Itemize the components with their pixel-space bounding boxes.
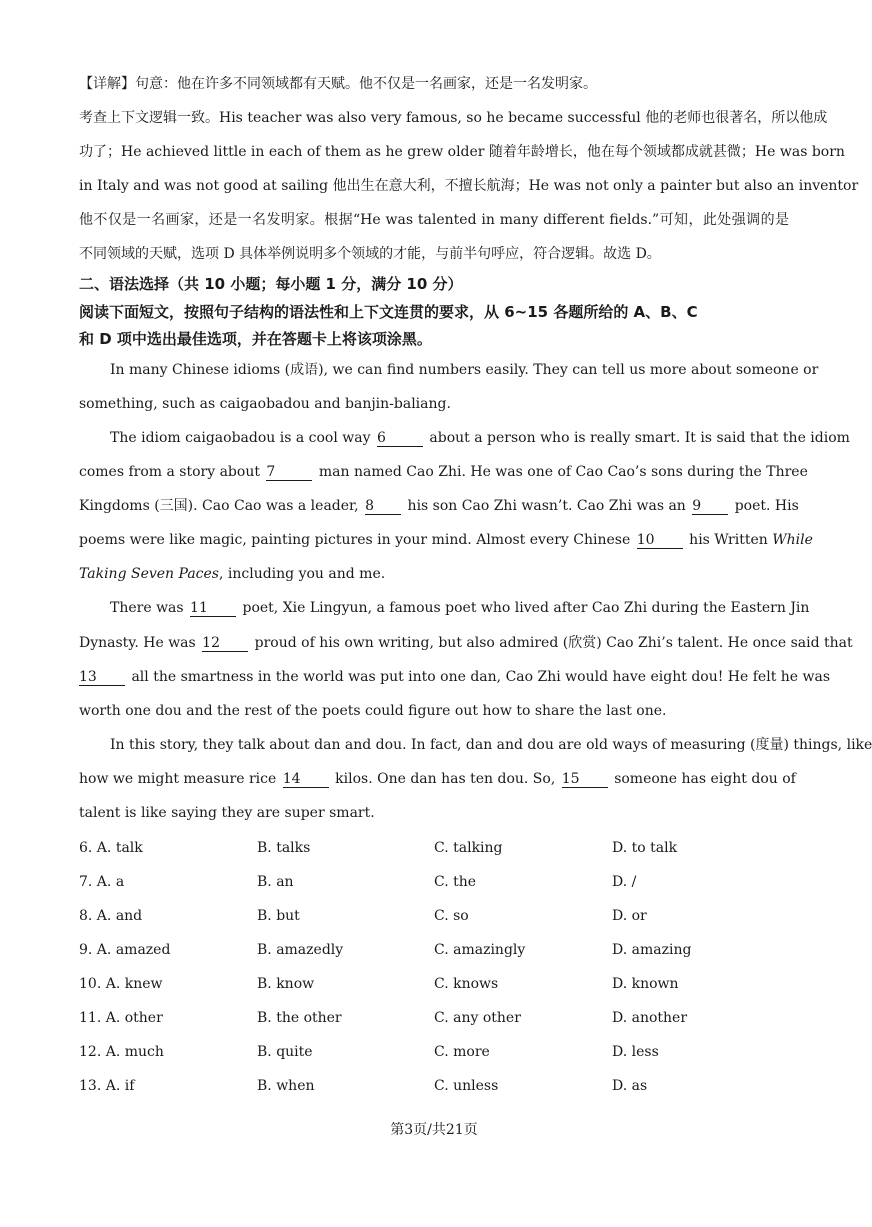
option-row-9 [79,940,789,960]
explanation-line-6: 不同领域的天赋，选项 D 具体举例说明多个领域的才能，与前半句呼应，符合逻辑。故选 D。 [79,246,661,262]
passage-text: Kingdoms (三国). Cao Cao was a leader, [79,498,359,514]
passage-text: comes from a story about [79,464,260,480]
passage-text: about a person who is really smart. It is said that the idiom [429,430,850,446]
passage-text: all the smartness in the world was put into one dan, Cao Zhi would have eight dou! He felt he was [131,669,831,685]
option-d[interactable]: D. less [612,1044,659,1060]
passage-text: poet, Xie Lingyun, a famous poet who lived after Cao Zhi during the Eastern Jin [242,600,810,616]
passage-text: kilos. One dan has ten dou. So, [335,771,556,787]
blank-15: 15 [562,772,608,788]
option-d[interactable]: D. or [612,908,647,924]
passage-line [79,530,813,550]
option-c[interactable]: C. any other [434,1010,521,1026]
option-d[interactable]: D. another [612,1010,688,1026]
option-row-8 [79,906,789,926]
option-b[interactable]: B. but [257,908,300,924]
option-c[interactable]: C. talking [434,840,503,856]
option-row-6 [79,838,789,858]
passage-line: In this story, they talk about dan and dou. In fact, dan and dou are old ways of measuring (度量) things, like [110,737,872,753]
option-a[interactable]: 7. A. a [79,874,125,890]
blank-14: 14 [283,772,329,788]
passage-text: someone has eight dou of [614,771,796,787]
explanation-line-2: 考查上下文逻辑一致。His teacher was also very famous, so he became successful 他的老师也很著名，所以他成 [79,110,828,126]
option-b[interactable]: B. quite [257,1044,313,1060]
option-d[interactable]: D. / [612,874,637,890]
explanation-line-3: 功了；He achieved little in each of them as he grew older 随着年龄增长，他在每个领域都成就甚微；He was born [79,144,845,160]
option-c[interactable]: C. more [434,1044,490,1060]
section-instruction-2: 和 D 项中选出最佳选项，并在答题卡上将该项涂黑。 [79,330,432,348]
option-a[interactable]: 8. A. and [79,908,143,924]
blank-8: 8 [365,499,401,515]
passage-line: something, such as caigaobadou and banjin-baliang. [79,396,451,412]
passage-line [79,667,831,687]
passage-line [79,633,853,653]
option-a[interactable]: 13. A. if [79,1078,135,1094]
blank-12: 12 [202,636,248,652]
blank-11: 11 [190,601,236,617]
passage-line [79,462,808,482]
option-a[interactable]: 10. A. knew [79,976,163,992]
passage-line: In many Chinese idioms (成语), we can find numbers easily. They can tell us more about someone or [110,362,819,378]
passage-text: his Written [689,532,768,548]
poem-title-part: Taking Seven Paces [79,566,219,582]
section-heading: 二、语法选择（共 10 小题；每小题 1 分，满分 10 分） [79,275,463,293]
section-instruction-1: 阅读下面短文，按照句子结构的语法性和上下文连贯的要求，从 6~15 各题所给的 A、B、C [79,303,698,321]
passage-line [79,564,789,584]
poem-title-part: While [772,532,813,548]
option-c[interactable]: C. amazingly [434,942,526,958]
option-d[interactable]: D. known [612,976,679,992]
blank-7: 7 [266,465,312,481]
option-b[interactable]: B. know [257,976,315,992]
passage-text: Dynasty. He was [79,635,196,651]
option-a[interactable]: 12. A. much [79,1044,164,1060]
blank-6: 6 [377,431,423,447]
option-row-12 [79,1042,789,1062]
passage-line [110,598,810,618]
passage-text: poems were like magic, painting pictures in your mind. Almost every Chinese [79,532,631,548]
passage-text: his son Cao Zhi wasn’t. Cao Zhi was an [407,498,686,514]
blank-9: 9 [692,499,728,515]
passage-text: The idiom caigaobadou is a cool way [110,430,371,446]
option-b[interactable]: B. talks [257,840,311,856]
passage-line [79,769,796,789]
option-b[interactable]: B. an [257,874,294,890]
passage-text: There was [110,600,184,616]
option-d[interactable]: D. as [612,1078,648,1094]
option-c[interactable]: C. the [434,874,477,890]
passage-text: , including you and me. [218,566,386,582]
option-a[interactable]: 9. A. amazed [79,942,171,958]
passage-line [79,496,799,516]
option-c[interactable]: C. unless [434,1078,499,1094]
option-row-13 [79,1076,789,1096]
option-d[interactable]: D. amazing [612,942,692,958]
option-b[interactable]: B. when [257,1078,315,1094]
passage-line: talent is like saying they are super smart. [79,805,375,821]
blank-10: 10 [637,533,683,549]
option-c[interactable]: C. knows [434,976,499,992]
option-b[interactable]: B. the other [257,1010,342,1026]
option-row-10 [79,974,789,994]
passage-text: how we might measure rice [79,771,277,787]
option-a[interactable]: 6. A. talk [79,840,143,856]
passage-line [110,428,850,448]
option-b[interactable]: B. amazedly [257,942,344,958]
passage-line: worth one dou and the rest of the poets could figure out how to share the last one. [79,703,667,719]
option-row-7 [79,872,789,892]
page-number: 第3页/共21页 [390,1122,478,1138]
passage-text: man named Cao Zhi. He was one of Cao Cao’s sons during the Three [318,464,808,480]
blank-13: 13 [79,670,125,686]
explanation-line-4: in Italy and was not good at sailing 他出生在意大利，不擅长航海；He was not only a painter but also an inventor [79,178,859,194]
option-a[interactable]: 11. A. other [79,1010,163,1026]
passage-text: proud of his own writing, but also admired (欣赏) Cao Zhi’s talent. He once said that [254,635,853,651]
explanation-line-5: 他不仅是一名画家，还是一名发明家。根据“He was talented in many different fields.”可知，此处强调的是 [79,212,789,228]
option-d[interactable]: D. to talk [612,840,678,856]
explanation-line-1: 【详解】句意：他在许多不同领域都有天赋。他不仅是一名画家，还是一名发明家。 [79,76,597,92]
option-c[interactable]: C. so [434,908,469,924]
option-row-11 [79,1008,789,1028]
passage-text: poet. His [734,498,799,514]
